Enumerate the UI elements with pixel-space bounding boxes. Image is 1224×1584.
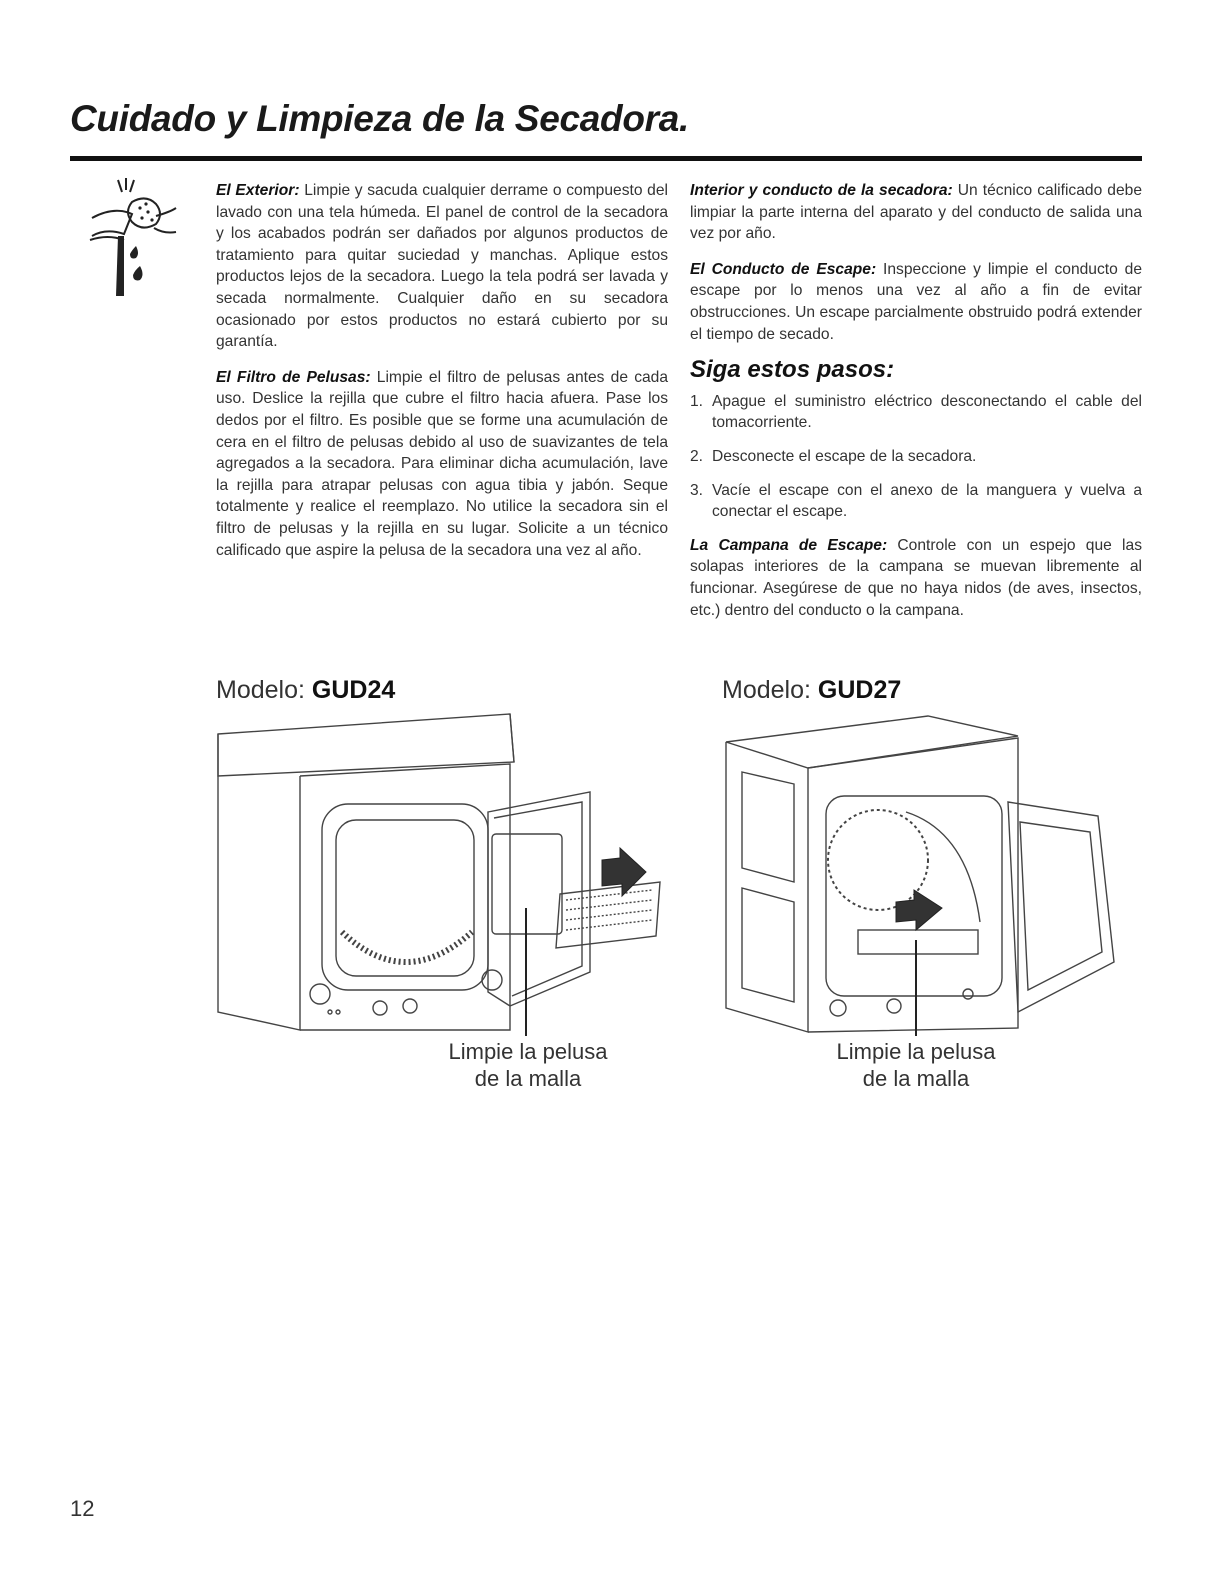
list-item xyxy=(690,480,1142,523)
exterior-text: Limpie y sacuda cualquier derrame o compuesto del lavado con una tela húmeda. El panel de control de la secadora y los acabados podrán ser dañados por algunos productos de tratamiento para quitar suciedad y manchas. Aplique estos productos lejos de la secadora. Luego la tela podrá ser lavada y secada normalmente. Cualquier daño en su secadora ocasionado por estos productos no estará cubierto por su garantía. xyxy=(216,182,668,351)
caption-line: Limpie la pelusa xyxy=(836,1039,996,1064)
step-number: 2. xyxy=(690,447,704,465)
exhaust-duct-paragraph xyxy=(690,259,1142,345)
left-column xyxy=(216,180,668,575)
title-rule xyxy=(70,156,1142,161)
caption-line: de la malla xyxy=(474,1066,582,1091)
step-text: Apague el suministro eléctrico desconectando el cable del tomacorriente. xyxy=(712,392,1142,432)
page-number: 12 xyxy=(70,1496,95,1521)
step-number: 3. xyxy=(690,481,704,499)
model-prefix: Modelo: xyxy=(722,676,818,704)
lint-filter-paragraph xyxy=(216,367,668,561)
exhaust-hood-paragraph xyxy=(690,535,1142,621)
interior-lead: Interior y conducto de la secadora: xyxy=(690,182,953,199)
interior-text: Un técnico calificado debe limpiar la parte interna del aparato y del conducto de salida una vez por año. xyxy=(690,182,1142,243)
sponge-wipe-icon xyxy=(84,176,194,296)
lint-filter-text: Limpie el filtro de pelusas antes de cada uso. Deslice la rejilla que cubre el filtro hacia afuera. Pase los dedos por el filtro. Es posible que se forme una acumulación de cera en el filtro de pelusas debido al uso de suavizantes de tela agregados a la secadora. Para eliminar dicha acumulación, lave la rejilla para atrapar pelusas con agua tibia y jabón. Seque totalmente y realice el reemplazo. No utilice la secadora sin el filtro de pelusas y la rejilla en su lugar. Solicite a un técnico calificado que aspire la pelusa de la secadora una vez al año. xyxy=(216,368,669,559)
dryer-illustration-gud24 xyxy=(210,712,670,1042)
step-text: Desconecte el escape de la secadora. xyxy=(712,447,977,465)
dryer-illustration-gud27 xyxy=(718,712,1138,1042)
steps-heading: Siga estos pasos: xyxy=(690,356,895,384)
caption-line: de la malla xyxy=(862,1066,970,1091)
step-number: 1. xyxy=(690,392,704,410)
interior-paragraph xyxy=(690,180,1142,245)
exhaust-hood-text: Controle con un espejo que las solapas interiores de la campana se muevan libremente al funcionar. Asegúrese de que no haya nidos (de aves, insectos, etc.) dentro del conducto o la campana. xyxy=(690,536,1142,619)
page-title: Cuidado y Limpieza de la Secadora. xyxy=(70,98,689,139)
caption-gud27 xyxy=(796,1038,1036,1092)
exhaust-duct-lead: El Conducto de Escape: xyxy=(690,260,877,278)
model-prefix: Modelo: xyxy=(216,676,312,704)
right-column xyxy=(690,180,1142,635)
exhaust-duct-text: Inspeccione y limpie el conducto de escape por lo menos una vez al año a fin de evitar obstrucciones. Un escape parcialmente obstruido podrá extender el tiempo de secado. xyxy=(690,260,1142,343)
step-text: Vacíe el escape con el anexo de la manguera y vuelva a conectar el escape. xyxy=(712,481,1142,521)
caption-gud24 xyxy=(408,1038,648,1092)
exterior-lead: El Exterior: xyxy=(216,182,300,199)
steps-list xyxy=(690,391,1142,523)
exterior-paragraph xyxy=(216,180,668,353)
model-name: GUD24 xyxy=(311,676,396,704)
list-item xyxy=(690,446,1142,468)
exhaust-hood-lead: La Campana de Escape: xyxy=(690,536,888,554)
model-label-gud24 xyxy=(216,676,395,705)
caption-line: Limpie la pelusa xyxy=(448,1039,608,1064)
model-label-gud27 xyxy=(722,676,901,705)
lint-filter-lead: El Filtro de Pelusas: xyxy=(216,368,371,386)
list-item xyxy=(690,391,1142,434)
model-name: GUD27 xyxy=(817,676,902,704)
